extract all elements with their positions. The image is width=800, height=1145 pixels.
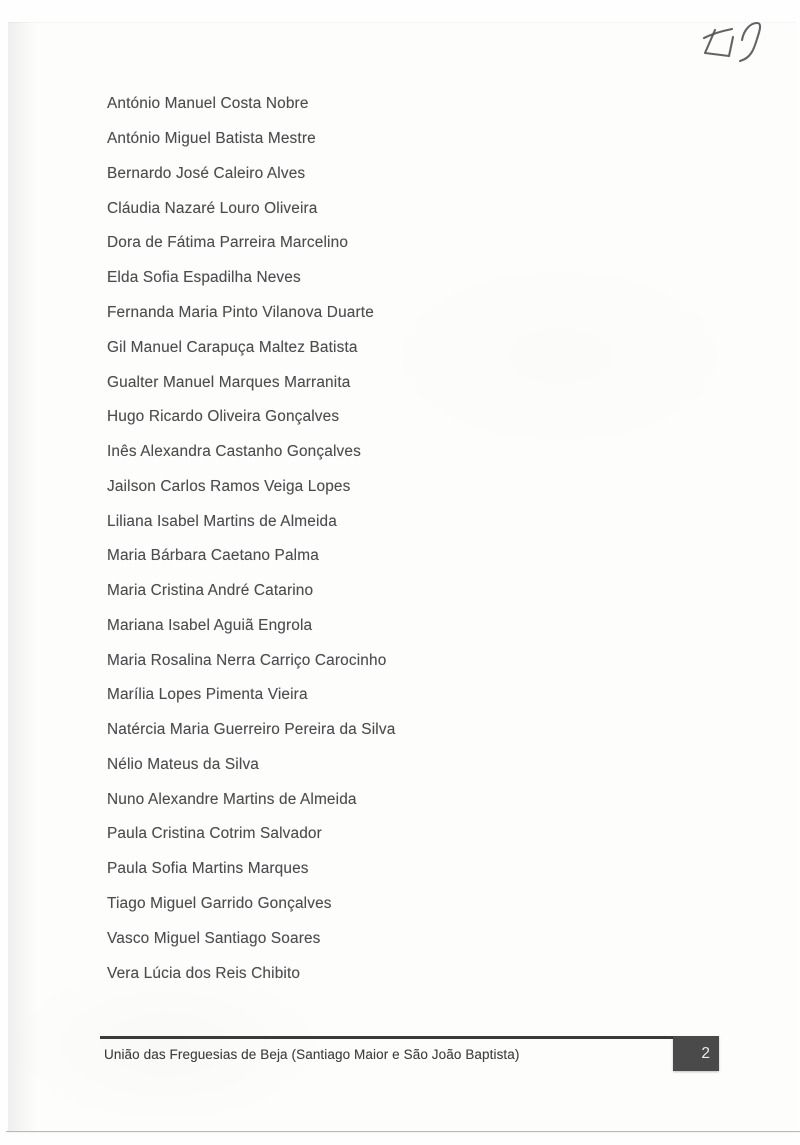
- list-item-name: Paula Cristina Cotrim Salvador: [107, 825, 322, 843]
- scan-edge-shading: [8, 22, 38, 1132]
- list-item-name: Gualter Manuel Marques Marranita: [107, 373, 351, 391]
- list-item-name: Mariana Isabel Aguiã Engrola: [107, 616, 313, 634]
- list-item-name: Marília Lopes Pimenta Vieira: [107, 686, 308, 704]
- list-item-name: Vasco Miguel Santiago Soares: [107, 929, 321, 947]
- handwritten-initials-mark: [696, 14, 774, 66]
- footer-text: União das Freguesias de Beja (Santiago Maior e São João Baptista): [104, 1047, 520, 1062]
- footer-divider: [100, 1036, 674, 1039]
- list-item-name: Jailson Carlos Ramos Veiga Lopes: [107, 477, 351, 495]
- list-item-name: Nuno Alexandre Martins de Almeida: [107, 790, 357, 808]
- list-item-name: Nélio Mateus da Silva: [107, 755, 259, 773]
- list-item-name: Tiago Miguel Garrido Gonçalves: [107, 894, 332, 912]
- list-item-name: Cláudia Nazaré Louro Oliveira: [107, 199, 318, 217]
- name-list: [107, 87, 667, 991]
- list-item-name: António Manuel Costa Nobre: [107, 95, 309, 113]
- page-number-badge: [673, 1036, 719, 1071]
- list-item-name: Bernardo José Caleiro Alves: [107, 164, 306, 182]
- list-item-name: Maria Rosalina Nerra Carriço Carocinho: [107, 651, 387, 669]
- list-item-name: Gil Manuel Carapuça Maltez Batista: [107, 338, 358, 356]
- list-item-name: Natércia Maria Guerreiro Pereira da Silva: [107, 721, 396, 739]
- list-item-name: António Miguel Batista Mestre: [107, 130, 316, 148]
- list-item-name: Liliana Isabel Martins de Almeida: [107, 512, 337, 530]
- list-item-name: Dora de Fátima Parreira Marcelino: [107, 234, 349, 252]
- list-item-name: Maria Cristina André Catarino: [107, 582, 314, 600]
- list-item-name: Vera Lúcia dos Reis Chibito: [107, 964, 301, 982]
- page-bottom-edge: [6, 1131, 800, 1132]
- list-item-name: Fernanda Maria Pinto Vilanova Duarte: [107, 303, 374, 321]
- list-item-name: Elda Sofia Espadilha Neves: [107, 269, 301, 287]
- list-item-name: Hugo Ricardo Oliveira Gonçalves: [107, 408, 340, 426]
- page-number: 2: [701, 1044, 710, 1062]
- list-item-name: Maria Bárbara Caetano Palma: [107, 547, 319, 565]
- list-item-name: Paula Sofia Martins Marques: [107, 860, 309, 878]
- list-item-name: Inês Alexandra Castanho Gonçalves: [107, 443, 361, 461]
